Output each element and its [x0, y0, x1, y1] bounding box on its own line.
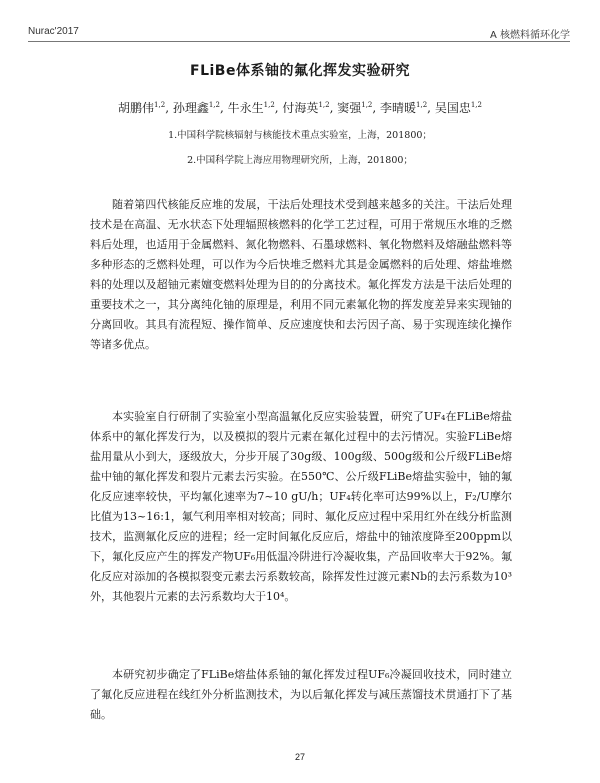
section-label: A 核燃料循环化学 — [489, 30, 570, 41]
body-paragraph: 随着第四代核能反应堆的发展，干法后处理技术受到越来越多的关注。干法后处理技术是在高温、无水状态下处理辐照核燃料的化学工艺过程，可用于常规压水堆的乏燃料后处理，也适用于金属燃料、氮化物燃料、石墨球燃料、氧化物燃料及熔融盐燃料等多种形态的乏燃料处理，可以作为今后快堆乏燃料尤其是金属燃料的后处理、熔盐堆燃料的处理以及超铀元素嬗变燃料处理为目的的分离技术。氟化挥发方法是干法后处理的重要技术之一，其分离纯化铀的原理是，利用不同元素氟化物的挥发度差异来实现铀的分离回收。其具有流程短、操作简单、反应速度快和去污因子高、易于实现连续化操作等诸多优点。 — [90, 198, 512, 351]
header-rule — [28, 41, 570, 42]
affiliation: 1.中国科学院核辐射与核能技术重点实验室，上海，201800； — [168, 130, 432, 141]
affiliation: 2.中国科学院上海应用物理研究所，上海，201800； — [187, 155, 413, 166]
author: 孙理鑫$^{1,2}$ — [172, 101, 220, 115]
author: 吴国忠$^{1,2}$ — [434, 101, 482, 115]
conference-label: Nurac'2017 — [28, 26, 79, 37]
body-paragraph: 本实验室自行研制了实验室小型高温氟化反应实验装置，研究了UF₄在FLiBe熔盐体系中的氟化挥发行为，以及模拟的裂片元素在氟化过程中的去污情况。实验FLiBe熔盐用量从小到大，逐级放大，分步开展了30g级、100g级、500g级和公斤级FLiBe熔盐中铀的氟化挥发和裂片元素去污实验。在550℃、公斤级FLiBe熔盐实验中，铀的氟化反应速率较快，平均氟化速率为7~10 gU/h；UF₄转化率可达99%以上，F₂/U摩尔比值为13~16:1，氟气利用率相对较高；同时、氟化反应过程中采用红外在线分析监测技术，监测氟化反应的进程；经一定时间氟化反应后，熔盐中的铀浓度降至200ppm以下，氟化反应产生的挥发产物UF₆用低温冷阱进行冷凝收集，产品回收率大于92%。氟化反应对添加的各模拟裂变元素去污系数较高，除挥发性过渡元素Nb的去污系数为10³外，其他裂片元素的去污系数均大于10⁴。 — [90, 410, 512, 603]
author: 李晴暖$^{1,2}$ — [380, 101, 428, 115]
author: 牛永生$^{1,2}$ — [227, 101, 275, 115]
author: 付海英$^{1,2}$ — [282, 101, 330, 115]
author-list: 胡鹏伟$^{1,2}$, 孙理鑫$^{1,2}$, 牛永生$^{1,2}$, 付海英$^{1,2}$, 窦强$^{1,2}$, 李晴暖$^{1,2}$, 吴国忠$^{1,2}$ — [118, 101, 482, 115]
paper-title: FLiBe体系铀的氟化挥发实验研究 — [190, 63, 410, 79]
author: 窦强$^{1,2}$ — [337, 101, 373, 115]
author: 胡鹏伟$^{1,2}$ — [118, 101, 166, 115]
body-paragraph: 本研究初步确定了FLiBe熔盐体系铀的氟化挥发过程UF₆冷凝回收技术，同时建立了氟化反应进程在线红外分析监测技术，为以后氟化挥发与减压蒸馏技术贯通打下了基础。 — [90, 668, 512, 721]
page-number: 27 — [294, 752, 305, 762]
running-header — [28, 26, 570, 40]
